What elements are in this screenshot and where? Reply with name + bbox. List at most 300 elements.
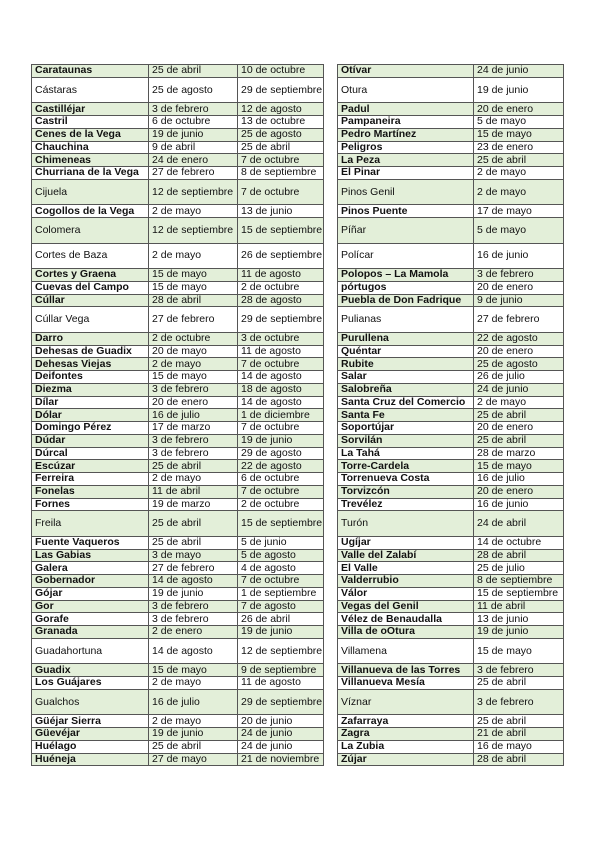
municipality-cell: Villamena <box>338 638 474 664</box>
holiday-1-cell: 3 de febrero <box>474 689 564 715</box>
holiday-1-cell: 16 de junio <box>474 243 564 269</box>
holiday-1-cell: 16 de julio <box>474 473 564 486</box>
holiday-1-cell: 19 de junio <box>149 587 238 600</box>
municipality-cell: Villa de oOtura <box>338 626 474 639</box>
holiday-2-cell: 2 de octubre <box>238 498 324 511</box>
holiday-1-cell: 19 de junio <box>149 128 238 141</box>
table-row <box>32 626 324 639</box>
table-row <box>338 664 564 677</box>
holiday-1-cell: 13 de junio <box>474 613 564 626</box>
table-row <box>32 434 324 447</box>
holiday-2-cell: 11 de agosto <box>238 345 324 358</box>
table-row <box>32 473 324 486</box>
municipality-cell: Fonelas <box>32 485 149 498</box>
municipality-cell: Gójar <box>32 587 149 600</box>
holiday-1-cell: 2 de mayo <box>149 715 238 728</box>
table-row <box>32 307 324 333</box>
holiday-1-cell: 3 de febrero <box>149 383 238 396</box>
municipality-cell: Cúllar <box>32 294 149 307</box>
table-row <box>338 103 564 116</box>
table-row <box>32 485 324 498</box>
table-row <box>338 77 564 103</box>
table-row <box>338 626 564 639</box>
table-row <box>338 205 564 218</box>
holiday-1-cell: 2 de mayo <box>149 358 238 371</box>
holiday-1-cell: 28 de abril <box>474 753 564 766</box>
holiday-2-cell: 1 de septiembre <box>238 587 324 600</box>
holiday-1-cell: 16 de julio <box>149 689 238 715</box>
holiday-1-cell: 2 de mayo <box>149 243 238 269</box>
holidays-table-left <box>31 64 324 766</box>
municipality-cell: pórtugos <box>338 281 474 294</box>
holiday-1-cell: 20 de enero <box>474 345 564 358</box>
municipality-cell: Cástaras <box>32 77 149 103</box>
table-row <box>338 460 564 473</box>
table-row <box>338 600 564 613</box>
table-row <box>338 409 564 422</box>
municipality-cell: Gobernador <box>32 575 149 588</box>
holiday-1-cell: 3 de febrero <box>149 103 238 116</box>
holiday-1-cell: 16 de junio <box>474 498 564 511</box>
holiday-1-cell: 15 de mayo <box>149 371 238 384</box>
holiday-2-cell: 11 de agosto <box>238 677 324 690</box>
table-row <box>32 549 324 562</box>
municipality-cell: Guadahortuna <box>32 638 149 664</box>
holiday-2-cell: 29 de septiembre <box>238 689 324 715</box>
holiday-1-cell: 25 de abril <box>474 677 564 690</box>
holiday-1-cell: 15 de mayo <box>149 269 238 282</box>
municipality-cell: Sorvilán <box>338 434 474 447</box>
holiday-2-cell: 7 de octubre <box>238 575 324 588</box>
holiday-1-cell: 20 de enero <box>474 485 564 498</box>
municipality-cell: Chimeneas <box>32 154 149 167</box>
table-row <box>32 447 324 460</box>
municipality-cell: Guadix <box>32 664 149 677</box>
table-row <box>338 549 564 562</box>
holiday-1-cell: 20 de enero <box>474 422 564 435</box>
municipality-cell: Salobreña <box>338 383 474 396</box>
table-row <box>32 753 324 766</box>
table-row <box>338 511 564 537</box>
table-row <box>32 345 324 358</box>
holiday-1-cell: 15 de mayo <box>474 460 564 473</box>
holiday-1-cell: 25 de abril <box>474 715 564 728</box>
holiday-1-cell: 2 de mayo <box>474 167 564 180</box>
table-row <box>338 587 564 600</box>
municipality-cell: Víznar <box>338 689 474 715</box>
municipality-cell: Villanueva de las Torres <box>338 664 474 677</box>
municipality-cell: Cijuela <box>32 179 149 205</box>
municipality-cell: Escúzar <box>32 460 149 473</box>
holiday-1-cell: 20 de enero <box>474 281 564 294</box>
holiday-2-cell: 6 de octubre <box>238 473 324 486</box>
holiday-1-cell: 27 de febrero <box>149 307 238 333</box>
table-row <box>32 575 324 588</box>
table-row <box>32 167 324 180</box>
holiday-1-cell: 3 de febrero <box>474 269 564 282</box>
holiday-1-cell: 28 de marzo <box>474 447 564 460</box>
table-row <box>338 154 564 167</box>
table-row <box>32 498 324 511</box>
holiday-1-cell: 27 de mayo <box>149 753 238 766</box>
municipality-cell: Dólar <box>32 409 149 422</box>
table-row <box>338 383 564 396</box>
holiday-1-cell: 19 de junio <box>149 728 238 741</box>
table-row <box>338 269 564 282</box>
holiday-2-cell: 4 de agosto <box>238 562 324 575</box>
municipality-cell: Rubite <box>338 358 474 371</box>
municipality-cell: Pinos Genil <box>338 179 474 205</box>
municipality-cell: Peligros <box>338 141 474 154</box>
municipality-cell: Dehesas de Guadix <box>32 345 149 358</box>
table-row <box>338 753 564 766</box>
holiday-1-cell: 27 de febrero <box>149 562 238 575</box>
table-row <box>338 116 564 129</box>
municipality-cell: Otívar <box>338 65 474 78</box>
municipality-cell: Pinos Puente <box>338 205 474 218</box>
holiday-1-cell: 16 de mayo <box>474 740 564 753</box>
municipality-cell: Torre-Cardela <box>338 460 474 473</box>
table-row <box>338 281 564 294</box>
table-row <box>32 396 324 409</box>
municipality-cell: Ugíjar <box>338 536 474 549</box>
holiday-1-cell: 24 de junio <box>474 65 564 78</box>
holiday-1-cell: 11 de abril <box>149 485 238 498</box>
municipality-cell: La Tahá <box>338 447 474 460</box>
municipality-cell: Los Guájares <box>32 677 149 690</box>
holiday-2-cell: 25 de abril <box>238 141 324 154</box>
municipality-cell: Dúrcal <box>32 447 149 460</box>
holiday-1-cell: 19 de junio <box>474 77 564 103</box>
municipality-cell: Purullena <box>338 332 474 345</box>
municipality-cell: Cogollos de la Vega <box>32 205 149 218</box>
table-row <box>32 600 324 613</box>
holiday-2-cell: 25 de agosto <box>238 128 324 141</box>
holiday-2-cell: 7 de octubre <box>238 358 324 371</box>
table-row <box>338 396 564 409</box>
municipality-cell: Torrenueva Costa <box>338 473 474 486</box>
table-row <box>338 638 564 664</box>
holiday-1-cell: 3 de mayo <box>149 549 238 562</box>
municipality-cell: Soportújar <box>338 422 474 435</box>
holiday-1-cell: 2 de mayo <box>149 677 238 690</box>
municipality-cell: Pedro Martínez <box>338 128 474 141</box>
municipality-cell: Castril <box>32 116 149 129</box>
municipality-cell: Pampaneira <box>338 116 474 129</box>
municipality-cell: El Valle <box>338 562 474 575</box>
holiday-1-cell: 5 de mayo <box>474 218 564 244</box>
municipality-cell: Gualchos <box>32 689 149 715</box>
municipality-cell: Válor <box>338 587 474 600</box>
holiday-1-cell: 11 de abril <box>474 600 564 613</box>
holiday-2-cell: 19 de junio <box>238 434 324 447</box>
table-row <box>338 358 564 371</box>
table-row <box>32 536 324 549</box>
municipality-cell: Valderrubio <box>338 575 474 588</box>
table-row <box>338 371 564 384</box>
holiday-1-cell: 24 de abril <box>474 511 564 537</box>
table-row <box>338 447 564 460</box>
municipality-cell: Deifontes <box>32 371 149 384</box>
municipality-cell: Carataunas <box>32 65 149 78</box>
table-row <box>32 664 324 677</box>
holiday-1-cell: 14 de agosto <box>149 575 238 588</box>
table-row <box>338 345 564 358</box>
table-row <box>32 116 324 129</box>
holiday-1-cell: 19 de marzo <box>149 498 238 511</box>
holiday-1-cell: 20 de mayo <box>149 345 238 358</box>
holiday-2-cell: 18 de agosto <box>238 383 324 396</box>
table-row <box>338 715 564 728</box>
holiday-2-cell: 14 de agosto <box>238 371 324 384</box>
holiday-1-cell: 28 de abril <box>149 294 238 307</box>
holiday-1-cell: 2 de mayo <box>474 179 564 205</box>
table-row <box>32 728 324 741</box>
municipality-cell: Chauchina <box>32 141 149 154</box>
table-row <box>338 677 564 690</box>
holiday-2-cell: 1 de diciembre <box>238 409 324 422</box>
municipality-cell: Cúllar Vega <box>32 307 149 333</box>
holiday-1-cell: 25 de abril <box>149 740 238 753</box>
holiday-1-cell: 24 de junio <box>474 383 564 396</box>
holiday-2-cell: 21 de noviembre <box>238 753 324 766</box>
table-row <box>32 740 324 753</box>
table-row <box>338 434 564 447</box>
holiday-2-cell: 26 de septiembre <box>238 243 324 269</box>
holiday-2-cell: 24 de junio <box>238 740 324 753</box>
holiday-2-cell: 29 de septiembre <box>238 77 324 103</box>
holiday-1-cell: 25 de agosto <box>149 77 238 103</box>
municipality-cell: Valle del Zalabí <box>338 549 474 562</box>
holiday-2-cell: 20 de junio <box>238 715 324 728</box>
table-row <box>32 383 324 396</box>
holiday-1-cell: 2 de mayo <box>149 205 238 218</box>
table-row <box>32 179 324 205</box>
municipality-cell: Huélago <box>32 740 149 753</box>
table-row <box>32 689 324 715</box>
municipality-cell: Fuente Vaqueros <box>32 536 149 549</box>
municipality-cell: Quéntar <box>338 345 474 358</box>
holiday-1-cell: 25 de abril <box>474 154 564 167</box>
holiday-1-cell: 27 de febrero <box>474 307 564 333</box>
holiday-1-cell: 27 de febrero <box>149 167 238 180</box>
holiday-2-cell: 9 de septiembre <box>238 664 324 677</box>
table-row <box>338 536 564 549</box>
municipality-cell: Fornes <box>32 498 149 511</box>
holiday-1-cell: 2 de octubre <box>149 332 238 345</box>
holiday-1-cell: 2 de mayo <box>149 473 238 486</box>
holiday-1-cell: 25 de abril <box>474 434 564 447</box>
holiday-1-cell: 14 de octubre <box>474 536 564 549</box>
municipality-cell: Cenes de la Vega <box>32 128 149 141</box>
table-row <box>338 485 564 498</box>
holiday-1-cell: 15 de mayo <box>149 281 238 294</box>
municipality-cell: Granada <box>32 626 149 639</box>
holiday-1-cell: 17 de marzo <box>149 422 238 435</box>
table-row <box>338 740 564 753</box>
municipality-cell: Diezma <box>32 383 149 396</box>
holiday-1-cell: 21 de abril <box>474 728 564 741</box>
municipality-cell: Colomera <box>32 218 149 244</box>
municipality-cell: Cortes y Graena <box>32 269 149 282</box>
table-row <box>338 65 564 78</box>
municipality-cell: Gor <box>32 600 149 613</box>
municipality-cell: Trevélez <box>338 498 474 511</box>
municipality-cell: Domingo Pérez <box>32 422 149 435</box>
holiday-2-cell: 22 de agosto <box>238 460 324 473</box>
holiday-1-cell: 6 de octubre <box>149 116 238 129</box>
holiday-1-cell: 17 de mayo <box>474 205 564 218</box>
holiday-1-cell: 15 de septiembre <box>474 587 564 600</box>
holiday-1-cell: 25 de abril <box>149 460 238 473</box>
holiday-2-cell: 11 de agosto <box>238 269 324 282</box>
holiday-2-cell: 15 de septiembre <box>238 511 324 537</box>
table-row <box>32 358 324 371</box>
holiday-1-cell: 12 de septiembre <box>149 179 238 205</box>
holiday-2-cell: 7 de octubre <box>238 422 324 435</box>
municipality-cell: Dílar <box>32 396 149 409</box>
holiday-2-cell: 12 de septiembre <box>238 638 324 664</box>
municipality-cell: Vegas del Genil <box>338 600 474 613</box>
municipality-cell: Las Gabias <box>32 549 149 562</box>
municipality-cell: Polícar <box>338 243 474 269</box>
table-row <box>32 422 324 435</box>
table-row <box>338 332 564 345</box>
holiday-2-cell: 14 de agosto <box>238 396 324 409</box>
table-row <box>32 269 324 282</box>
table-row <box>32 281 324 294</box>
table-row <box>32 218 324 244</box>
municipality-cell: Zújar <box>338 753 474 766</box>
municipality-cell: Píñar <box>338 218 474 244</box>
municipality-cell: Dehesas Viejas <box>32 358 149 371</box>
municipality-cell: Ferreira <box>32 473 149 486</box>
holiday-1-cell: 9 de junio <box>474 294 564 307</box>
table-row <box>32 65 324 78</box>
municipality-cell: Zagra <box>338 728 474 741</box>
table-row <box>338 422 564 435</box>
municipality-cell: Galera <box>32 562 149 575</box>
municipality-cell: Churriana de la Vega <box>32 167 149 180</box>
table-row <box>338 473 564 486</box>
table-row <box>338 243 564 269</box>
municipality-cell: Otura <box>338 77 474 103</box>
municipality-cell: Torvizcón <box>338 485 474 498</box>
holiday-2-cell: 5 de junio <box>238 536 324 549</box>
holiday-1-cell: 5 de mayo <box>474 116 564 129</box>
table-row <box>32 638 324 664</box>
holiday-1-cell: 19 de junio <box>474 626 564 639</box>
table-row <box>338 689 564 715</box>
holiday-2-cell: 13 de junio <box>238 205 324 218</box>
table-row <box>338 179 564 205</box>
municipality-cell: Darro <box>32 332 149 345</box>
holiday-2-cell: 10 de octubre <box>238 65 324 78</box>
holiday-1-cell: 14 de agosto <box>149 638 238 664</box>
holiday-1-cell: 3 de febrero <box>149 613 238 626</box>
municipality-cell: Huéneja <box>32 753 149 766</box>
holiday-1-cell: 2 de enero <box>149 626 238 639</box>
table-row <box>32 715 324 728</box>
holiday-1-cell: 20 de enero <box>474 103 564 116</box>
municipality-cell: Dúdar <box>32 434 149 447</box>
table-row <box>338 167 564 180</box>
municipality-cell: Güevéjar <box>32 728 149 741</box>
municipality-cell: Padul <box>338 103 474 116</box>
holiday-1-cell: 28 de abril <box>474 549 564 562</box>
municipality-cell: Villanueva Mesía <box>338 677 474 690</box>
municipality-cell: Santa Cruz del Comercio <box>338 396 474 409</box>
table-row <box>338 128 564 141</box>
municipality-cell: Castilléjar <box>32 103 149 116</box>
holiday-2-cell: 12 de agosto <box>238 103 324 116</box>
table-row <box>32 409 324 422</box>
holiday-1-cell: 8 de septiembre <box>474 575 564 588</box>
holiday-1-cell: 15 de mayo <box>474 128 564 141</box>
holiday-2-cell: 7 de octubre <box>238 154 324 167</box>
holiday-1-cell: 23 de enero <box>474 141 564 154</box>
municipality-cell: El Pinar <box>338 167 474 180</box>
table-row <box>338 307 564 333</box>
holiday-2-cell: 26 de abril <box>238 613 324 626</box>
municipality-cell: Pulianas <box>338 307 474 333</box>
table-row <box>32 587 324 600</box>
table-row <box>32 128 324 141</box>
holiday-1-cell: 9 de abril <box>149 141 238 154</box>
holiday-1-cell: 15 de mayo <box>474 638 564 664</box>
holiday-2-cell: 7 de octubre <box>238 179 324 205</box>
holiday-1-cell: 3 de febrero <box>149 600 238 613</box>
table-row <box>32 205 324 218</box>
table-row <box>338 575 564 588</box>
municipality-cell: Güéjar Sierra <box>32 715 149 728</box>
holiday-2-cell: 3 de octubre <box>238 332 324 345</box>
holiday-1-cell: 25 de abril <box>474 409 564 422</box>
table-row <box>338 728 564 741</box>
table-row <box>32 677 324 690</box>
holiday-1-cell: 25 de julio <box>474 562 564 575</box>
holiday-1-cell: 3 de febrero <box>474 664 564 677</box>
table-row <box>32 243 324 269</box>
holiday-2-cell: 7 de agosto <box>238 600 324 613</box>
holiday-1-cell: 3 de febrero <box>149 434 238 447</box>
municipality-cell: Polopos – La Mamola <box>338 269 474 282</box>
holiday-2-cell: 19 de junio <box>238 626 324 639</box>
holiday-1-cell: 16 de julio <box>149 409 238 422</box>
holidays-table-right-body <box>338 65 564 766</box>
municipality-cell: Santa Fe <box>338 409 474 422</box>
municipality-cell: Turón <box>338 511 474 537</box>
table-row <box>32 103 324 116</box>
holiday-1-cell: 26 de julio <box>474 371 564 384</box>
municipality-cell: Zafarraya <box>338 715 474 728</box>
holiday-2-cell: 29 de agosto <box>238 447 324 460</box>
holiday-1-cell: 22 de agosto <box>474 332 564 345</box>
table-row <box>338 562 564 575</box>
municipality-cell: Freila <box>32 511 149 537</box>
holiday-1-cell: 12 de septiembre <box>149 218 238 244</box>
table-row <box>32 294 324 307</box>
holiday-2-cell: 2 de octubre <box>238 281 324 294</box>
holiday-2-cell: 13 de octubre <box>238 116 324 129</box>
table-row <box>338 613 564 626</box>
table-row <box>32 371 324 384</box>
holidays-table-left-body <box>32 65 324 766</box>
holiday-2-cell: 7 de octubre <box>238 485 324 498</box>
holiday-2-cell: 8 de septiembre <box>238 167 324 180</box>
table-row <box>32 562 324 575</box>
table-row <box>338 141 564 154</box>
